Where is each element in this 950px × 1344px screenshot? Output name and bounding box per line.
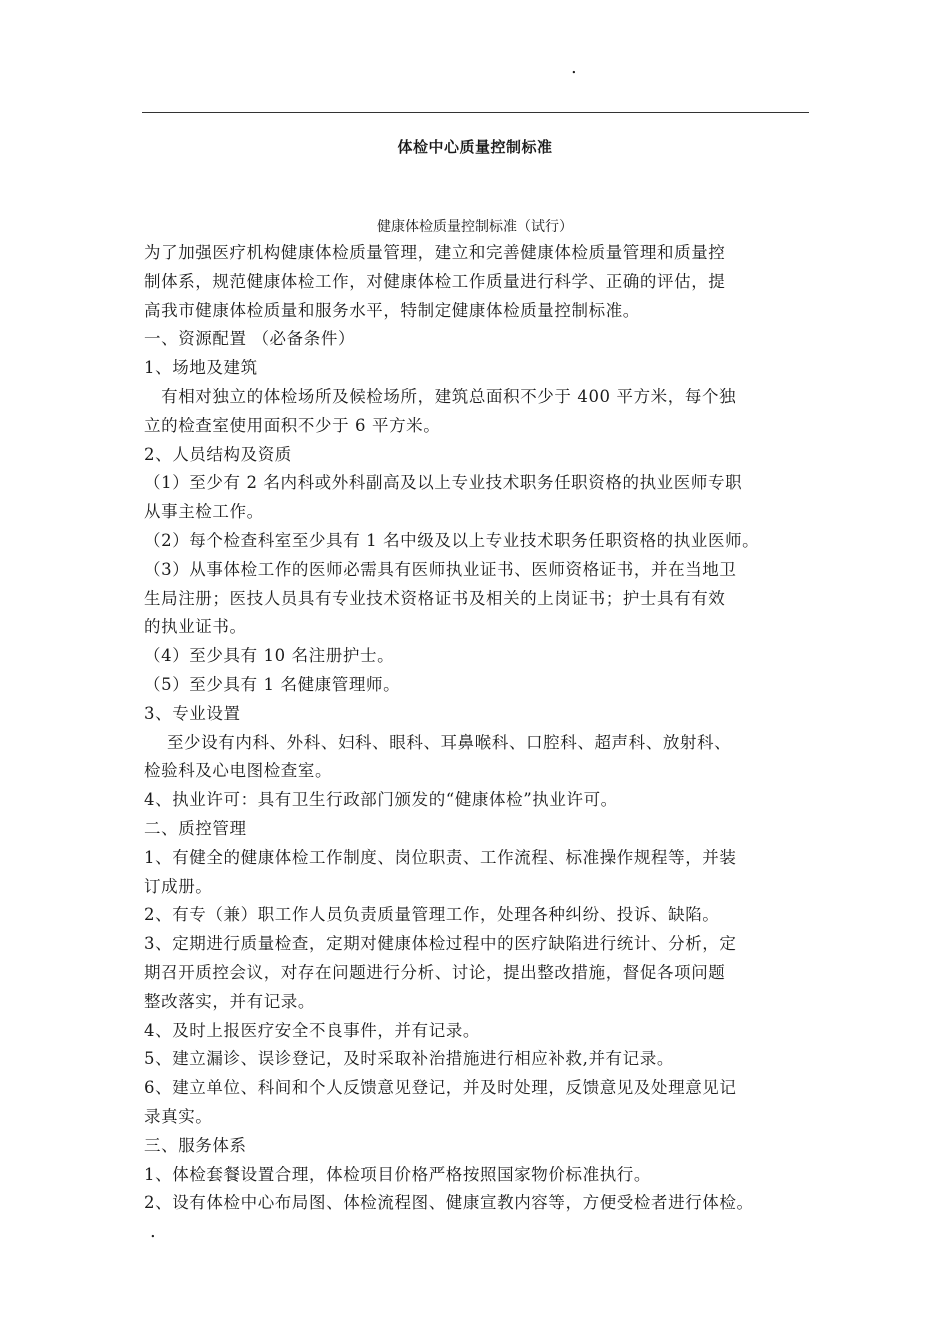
section-heading: 三、服务体系 bbox=[144, 1135, 247, 1155]
header-dot: . bbox=[571, 57, 577, 78]
text-line: 从事主检工作。 bbox=[144, 502, 264, 522]
text-line: 检验科及心电图检查室。 bbox=[144, 761, 333, 781]
text-line: （5）至少具有 1 名健康管理师。 bbox=[144, 674, 401, 694]
text-line: 订成册。 bbox=[144, 876, 213, 896]
text-line: 录真实。 bbox=[144, 1106, 213, 1126]
text-line: 2、设有体检中心布局图、体检流程图、健康宣教内容等，方便受检者进行体检。 bbox=[144, 1193, 754, 1213]
subsection-heading: 3、专业设置 bbox=[144, 703, 241, 723]
text-line: 1、有健全的健康体检工作制度、岗位职责、工作流程、标准操作规程等，并装 bbox=[144, 847, 737, 867]
text-line: 3、定期进行质量检查，定期对健康体检过程中的医疗缺陷进行统计、分析，定 bbox=[144, 934, 737, 954]
subsection-heading: 1、场地及建筑 bbox=[144, 358, 258, 378]
text-line: 整改落实，并有记录。 bbox=[144, 991, 315, 1011]
text-line: 期召开质控会议，对存在问题进行分析、讨论，提出整改措施，督促各项问题 bbox=[144, 962, 726, 982]
section-heading: 一、资源配置 （必备条件） bbox=[144, 329, 356, 349]
text-line: 的执业证书。 bbox=[144, 617, 247, 637]
document-title: 体检中心质量控制标准 bbox=[397, 138, 553, 156]
text-line: （3）从事体检工作的医师必需具有医师执业证书、医师资格证书，并在当地卫 bbox=[144, 559, 737, 579]
header-rule bbox=[142, 112, 809, 113]
text-line: （4）至少具有 10 名注册护士。 bbox=[144, 646, 395, 666]
text-line: （1）至少有 2 名内科或外科副高及以上专业技术职务任职资格的执业医师专职 bbox=[144, 473, 743, 493]
text-line: 4、执业许可：具有卫生行政部门颁发的“健康体检”执业许可。 bbox=[144, 790, 618, 810]
text-line: （2）每个检查科室至少具有 1 名中级及以上专业技术职务任职资格的执业医师。 bbox=[144, 530, 760, 550]
text-line: 1、体检套餐设置合理，体检项目价格严格按照国家物价标准执行。 bbox=[144, 1164, 651, 1184]
text-line: 2、有专（兼）职工作人员负责质量管理工作，处理各种纠纷、投诉、缺陷。 bbox=[144, 905, 720, 925]
text-line: 6、建立单位、科间和个人反馈意见登记，并及时处理，反馈意见及处理意见记 bbox=[144, 1078, 737, 1098]
text-line: 制体系，规范健康体检工作，对健康体检工作质量进行科学、正确的评估，提 bbox=[144, 271, 726, 291]
document-subtitle: 健康体检质量控制标准（试行） bbox=[377, 219, 573, 235]
text-line: 高我市健康体检质量和服务水平，特制定健康体检质量控制标准。 bbox=[144, 300, 640, 320]
text-line: 有相对独立的体检场所及候检场所，建筑总面积不少于 400 平方米，每个独 bbox=[144, 386, 737, 406]
document-body bbox=[144, 239, 824, 1218]
footer-dot: . bbox=[150, 1221, 156, 1242]
text-line: 4、及时上报医疗安全不良事件，并有记录。 bbox=[144, 1020, 480, 1040]
text-line: 立的检查室使用面积不少于 6 平方米。 bbox=[144, 415, 441, 435]
subsection-heading: 2、人员结构及资质 bbox=[144, 444, 292, 464]
section-heading: 二、质控管理 bbox=[144, 818, 247, 838]
text-line: 5、建立漏诊、误诊登记，及时采取补治措施进行相应补救,并有记录。 bbox=[144, 1049, 674, 1069]
text-line: 至少设有内科、外科、妇科、眼科、耳鼻喉科、口腔科、超声科、放射科、 bbox=[144, 732, 732, 752]
text-line: 生局注册；医技人员具有专业技术资格证书及相关的上岗证书；护士具有有效 bbox=[144, 588, 726, 608]
text-line: 为了加强医疗机构健康体检质量管理，建立和完善健康体检质量管理和质量控 bbox=[144, 243, 726, 262]
